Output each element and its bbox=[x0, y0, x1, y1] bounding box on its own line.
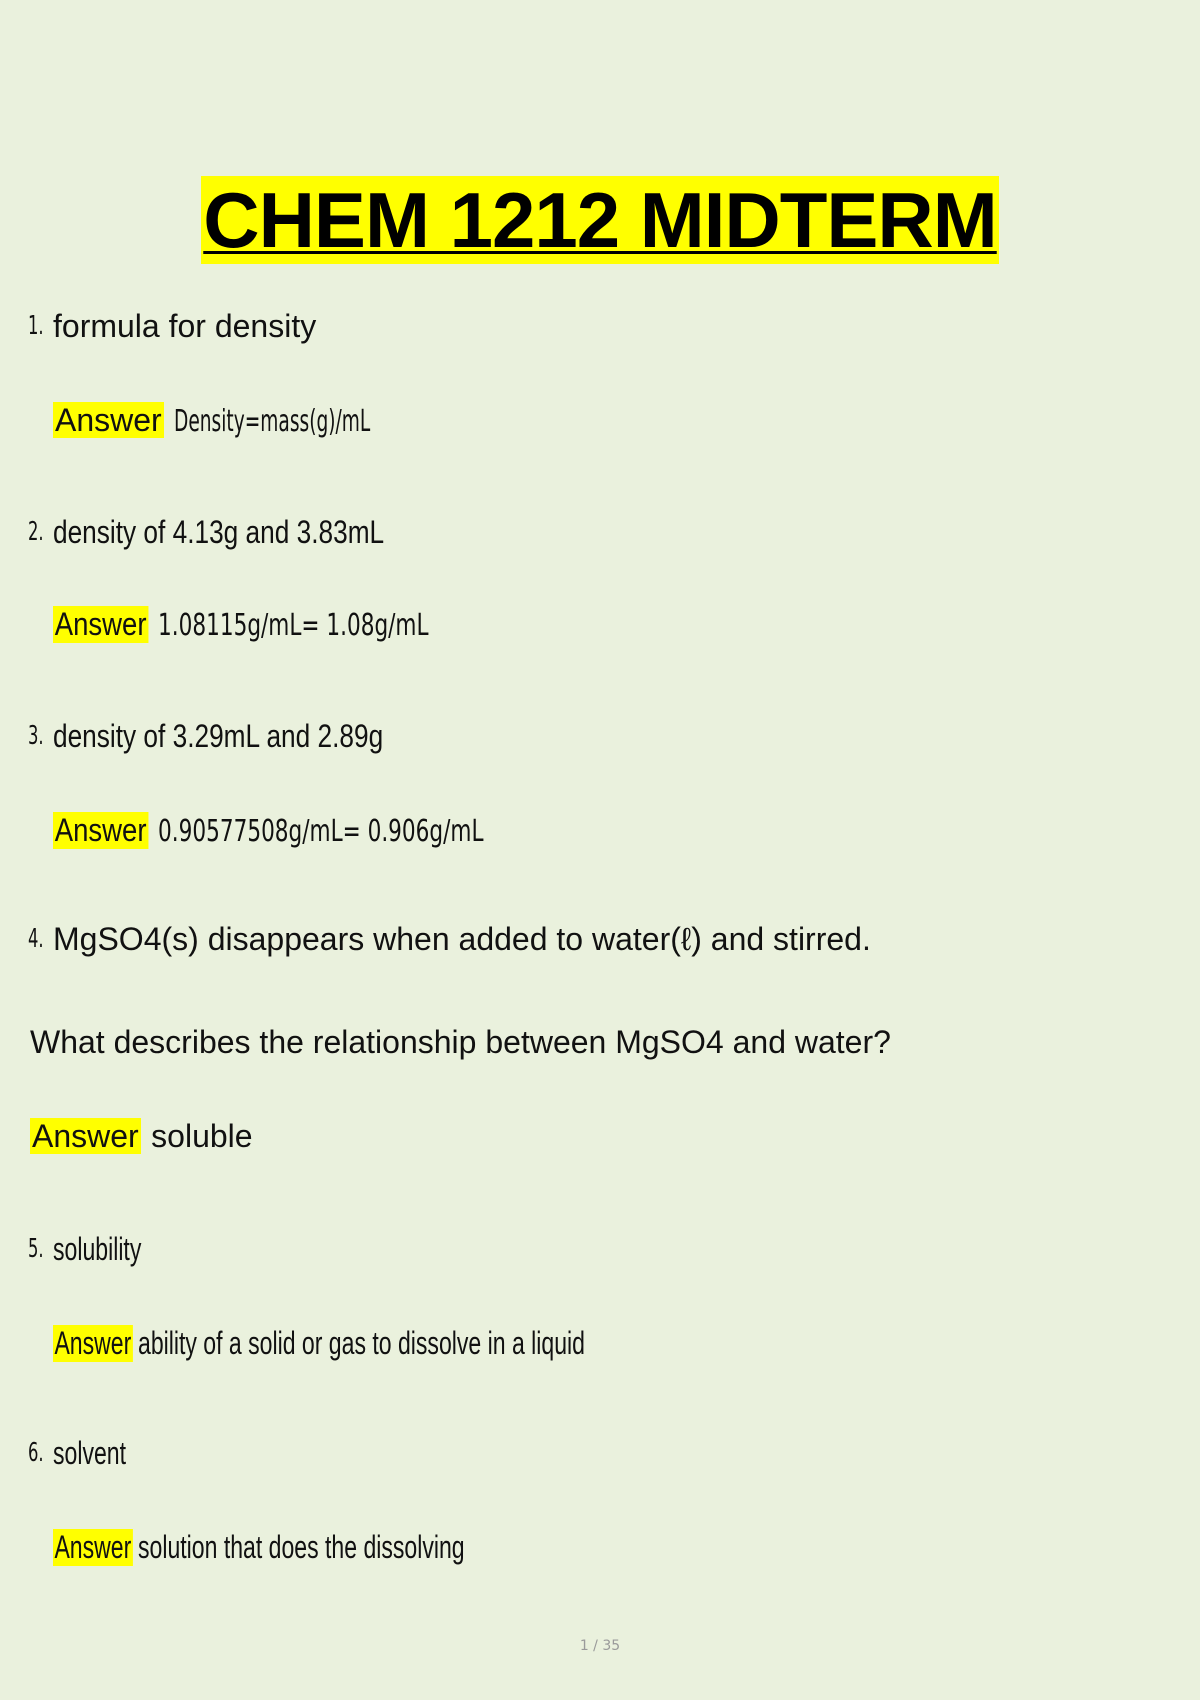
question-text: density of 3.29mL and 2.89g bbox=[53, 718, 384, 754]
question-text: solubility bbox=[53, 1231, 142, 1267]
answer-text: solution that does the dissolving bbox=[138, 1529, 465, 1565]
answer-3 bbox=[53, 812, 610, 849]
question-text: formula for density bbox=[53, 308, 317, 344]
answer-label: Answer bbox=[54, 1529, 132, 1565]
answer-label: Answer bbox=[32, 1118, 139, 1154]
answer-1 bbox=[53, 402, 491, 439]
question-number: 6. bbox=[28, 1438, 44, 1468]
question-number: 1. bbox=[28, 311, 44, 341]
question-text: MgSO4(s) disappears when added to water(ℓ) and stirred. bbox=[53, 921, 871, 957]
answer-text: soluble bbox=[151, 1118, 253, 1154]
answer-label: Answer bbox=[54, 606, 147, 642]
question-number: 4. bbox=[28, 924, 44, 954]
answer-label: Answer bbox=[54, 1325, 132, 1361]
answer-text: Density=mass(g)/mL bbox=[174, 404, 371, 439]
answer-label: Answer bbox=[55, 402, 162, 438]
page-indicator: 1 / 35 bbox=[579, 1638, 621, 1654]
answer-label: Answer bbox=[54, 812, 147, 848]
answer-6 bbox=[53, 1529, 592, 1566]
question-text: What describes the relationship between MgSO4 and water? bbox=[30, 1024, 891, 1060]
answer-text: ability of a solid or gas to dissolve in a liquid bbox=[138, 1325, 586, 1361]
page-title-text: CHEM 1212 MIDTERM bbox=[203, 176, 997, 264]
answer-text: 1.08115g/mL= 1.08g/mL bbox=[158, 608, 429, 643]
answer-2 bbox=[53, 606, 534, 643]
page-title bbox=[0, 178, 1200, 262]
question-text: solvent bbox=[53, 1435, 127, 1471]
answer-4 bbox=[30, 1118, 253, 1155]
question-text: density of 4.13g and 3.83mL bbox=[53, 514, 385, 550]
question-number: 2. bbox=[28, 517, 44, 547]
question-number: 5. bbox=[28, 1234, 44, 1264]
answer-5 bbox=[53, 1325, 759, 1362]
question-number: 3. bbox=[28, 721, 44, 751]
answer-text: 0.90577508g/mL= 0.906g/mL bbox=[158, 814, 484, 849]
